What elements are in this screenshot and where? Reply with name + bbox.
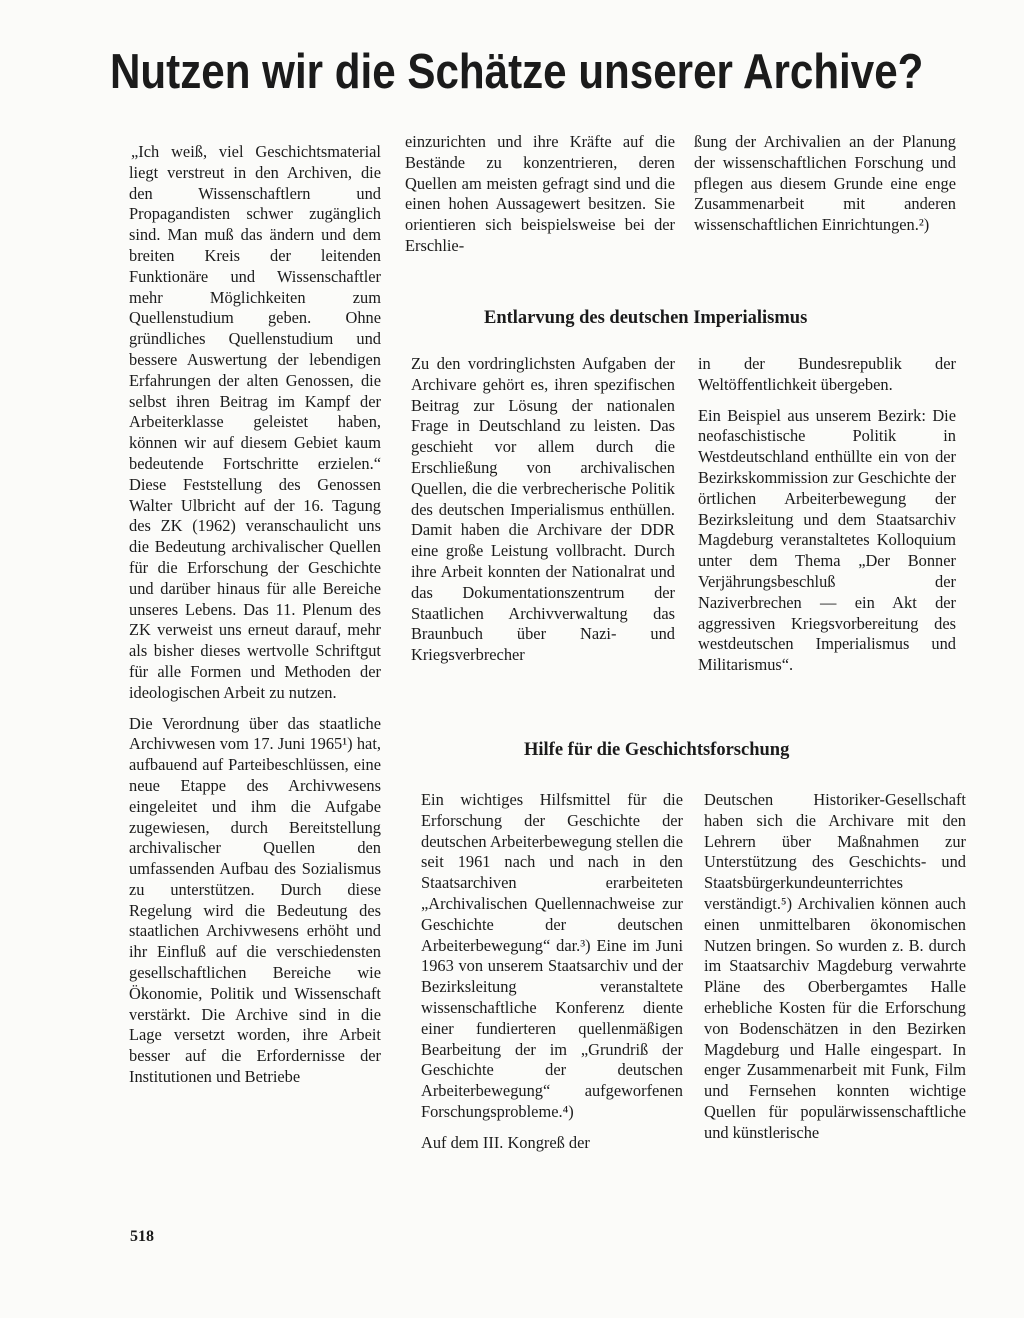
section-1-column-3	[698, 354, 956, 676]
page-number: 518	[130, 1228, 154, 1245]
section-2-column-2	[421, 790, 683, 1154]
paragraph-congress: Auf dem III. Kongreß der	[421, 1132, 590, 1152]
section-2-column-3	[704, 790, 966, 1144]
paragraph-brownbook-continuation: in der Bundesrepublik der Weltöffentlichkeit übergeben.	[698, 354, 956, 394]
article-headline: Nutzen wir die Schätze unserer Archive?	[110, 45, 924, 99]
paragraph-national-question: Zu den vordringlichsten Aufgaben der Archivare gehört es, ihren spezifischen Beitrag zur Lösung der nationalen Frage in Deutschland zu leisten. Das geschieht vor allem durch die Erschließung von archivalischen Quellen, die die verbrecherische Politik des deutschen Imperialismus enthüllen. Damit haben die Archivare der DDR eine große Leistung vollbracht. Durch ihre Arbeit konnten der Nationalrat und das Dokumentationszentrum der Staatlichen Archivverwaltung das Braunbuch über Nazi- und Kriegsverbrecher	[411, 354, 675, 665]
paragraph-col3-continuation: ßung der Archivalien an der Planung der wissenschaftlichen Forschung und pflegen aus diesem Grunde eine enge Zusammenarbeit mit anderen wissenschaftlichen Einrichtungen.²)	[694, 132, 956, 235]
paragraph-intro-quote: „Ich weiß, viel Geschichtsmaterial liegt verstreut in den Archiven, die den Wissenschaftlern und Propagandisten schwer zugänglich sind. Man muß das ändern und dem breiten Kreis der leitenden Funktionäre und Wissenschaftler mehr Möglichkeiten zum Quellenstudium geben. Ohne gründliches Quellenstudium und bessere Auswertung der lebendigen Erfahrungen der alten Genossen, die selbst ihren Beitrag im Kampf der Arbeiterklasse geleistet haben, können wir auf diesem Gebiet kaum bedeutende Fortschritte erzielen.“ Diese Feststellung des Genossen Walter Ulbricht auf der 16. Tagung des ZK (1962) veranschaulicht uns die Bedeutung archivalischer Quellen für die Erforschung der Geschichte und darüber hinaus für alle Bereiche unseres Lebens. Das 11. Plenum des ZK verweist uns erneut darauf, mehr als bisher dieses wertvolle Schriftgut für alle Formen und Methoden der ideologischen Arbeit zu nutzen.	[129, 142, 381, 702]
section-1-column-2	[411, 354, 675, 666]
column-2-top	[405, 132, 675, 257]
paragraph-source-references: Ein wichtiges Hilfsmittel für die Erforschung der Geschichte der deutschen Arbeiterbewegung stellen die seit 1961 nach und nach in den Staatsarchiven erarbeiteten „Archivalischen Quellennachweise zur Geschichte der deutschen Arbeiterbewegung“ dar.³) Eine im Juni 1963 von unserem Staatsarchiv und der Bezirksleitung veranstaltete wissenschaftliche Konferenz diente einer fundierteren quellenmäßigen Bearbeitung der im „Grundriß der Geschichte der deutschen Arbeiterbewegung“ aufgeworfenen Forschungsprobleme.⁴)	[421, 790, 683, 1121]
paragraph-archive-decree: Die Verordnung über das staatliche Archivwesen vom 17. Juni 1965¹) hat, aufbauend auf Parteibeschlüssen, eine neue Etappe des Archivwesens eingeleitet und ihm die Aufgabe zugewiesen, durch Bereitstellung archivalischer Quellen den umfassenden Aufbau des Sozialismus zu unterstützen. Durch diese Regelung wird die Bedeutung des staatlichen Archivwesens erhöht und ihr Einfluß auf die verschiedensten gesellschaftlichen Bereiche wie Ökonomie, Politik und Wissenschaft verstärkt. Die Archive sind in die Lage versetzt worden, ihre Arbeit besser auf die Erfordernisse der Institutionen und Betriebe	[129, 713, 381, 1087]
column-3-top	[694, 132, 956, 236]
column-1	[129, 142, 381, 1088]
paragraph-district-example: Ein Beispiel aus unserem Bezirk: Die neofaschistische Politik in Westdeutschland enthüllte ein von der Bezirkskommission zur Geschichte der örtlichen Arbeiterbewegung der Bezirksleitung und dem Staatsarchiv Magdeburg veranstaltetes Kolloquium unter dem Thema „Der Bonner Verjährungsbeschluß der Naziverbrechen — ein Akt der aggressiven Kriegsvorbereitung des westdeutschen Imperialismus und Militarismus“.	[698, 405, 956, 675]
paragraph-col2-continuation: einzurichten und ihre Kräfte auf die Bestände zu konzentrieren, deren Quellen am meisten gefragt sind und die einen hohen Aussagewert besitzen. Sie orientieren sich beispielsweise bei der Erschlie-	[405, 132, 675, 255]
section-heading-history-research: Hilfe für die Geschichtsforschung	[524, 740, 790, 760]
paragraph-historians-society: Deutschen Historiker-Gesellschaft haben sich die Archivare mit den Lehrern über Maßnahmen zur Unterstützung des Geschichts- und Staatsbürgerkundeunterrichtes verständigt.⁵) Archivalien können auch einen unmittelbaren ökonomischen Nutzen bringen. So wurden z. B. durch im Staatsarchiv Magdeburg verwahrte Pläne des Oberbergamtes Halle erhebliche Kosten für die Erforschung von Bodenschätzen in den Bezirken Magdeburg und Halle eingespart. In enger Zusammenarbeit mit Funk, Film und Fernsehen konnten wichtige Quellen für populärwissenschaftliche und künstlerische	[704, 790, 966, 1142]
section-heading-imperialism: Entlarvung des deutschen Imperialismus	[484, 308, 808, 328]
